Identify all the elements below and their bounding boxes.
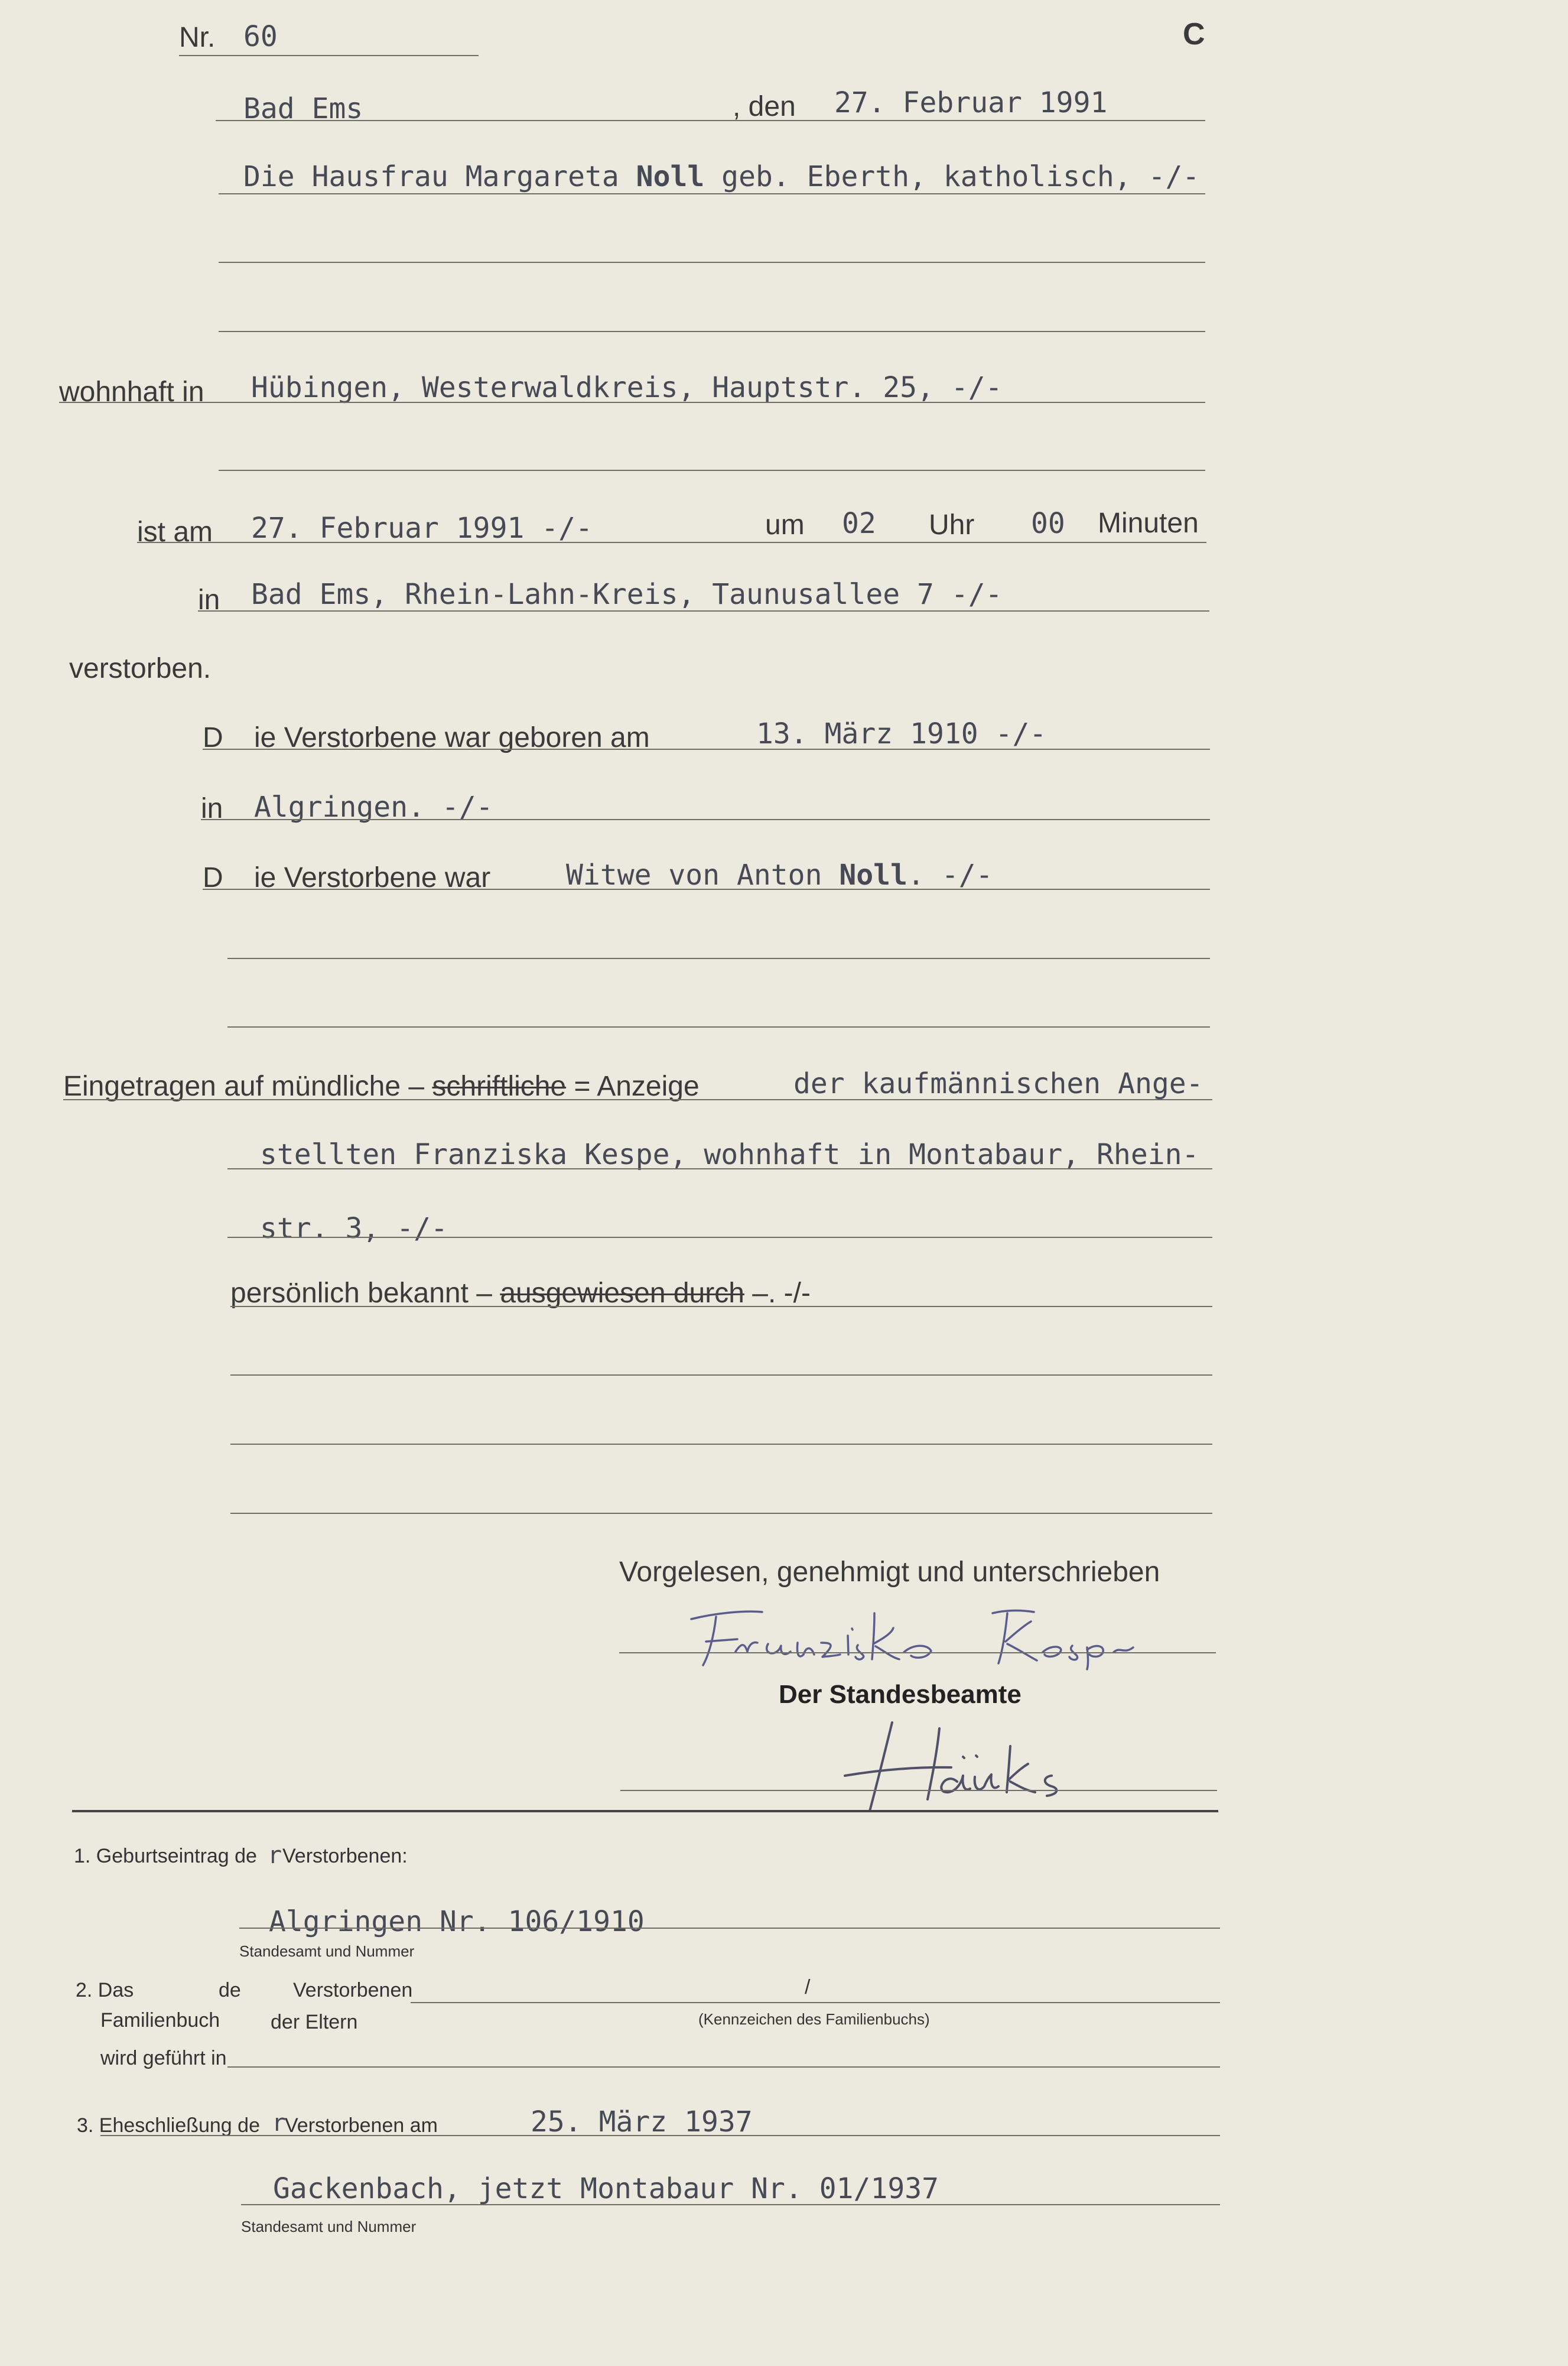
registration-label: Eingetragen auf mündliche – schriftliche = Anzeige <box>63 1071 700 1102</box>
informant-line-3: str. 3, -/- <box>260 1212 448 1245</box>
marriage-place-value: Gackenbach, jetzt Montabaur Nr. 01/1937 <box>273 2172 939 2205</box>
residence-value: Hübingen, Westerwaldkreis, Hauptstr. 25, -/- <box>251 371 1003 404</box>
residence-line <box>59 402 1205 403</box>
death-time-line <box>137 542 1206 543</box>
marriage-r: r <box>272 2110 287 2137</box>
birth-entry-value: Algringen Nr. 106/1910 <box>269 1905 645 1938</box>
read-approved-text: Vorgelesen, genehmigt und unterschrieben <box>619 1556 1160 1588</box>
um-label: um <box>765 509 805 541</box>
nr-underline <box>179 55 479 56</box>
birth-place-line <box>201 819 1210 820</box>
family-book-num: 2. Das <box>76 1979 134 2001</box>
birth-entry-r: r <box>268 1842 282 1869</box>
marriage-place-line <box>241 2204 1220 2205</box>
section-divider <box>72 1810 1218 1812</box>
family-book-wird: wird geführt in <box>100 2047 227 2069</box>
ist-am-label: ist am <box>137 516 213 548</box>
family-book-parents: der Eltern <box>271 2011 358 2033</box>
family-book-slash: / <box>805 1976 811 1998</box>
birth-place: Algringen. -/- <box>254 791 493 824</box>
birth-label: ie Verstorbene war geboren am <box>254 722 650 753</box>
birth-d-label: D <box>203 722 223 753</box>
death-minutes: 00 <box>1031 507 1065 540</box>
den-label: , den <box>733 91 796 122</box>
birth-in-label: in <box>201 793 223 824</box>
place-of-record: Bad Ems <box>243 92 363 125</box>
name-line <box>219 193 1205 194</box>
informant-line-2-rule <box>227 1168 1212 1169</box>
death-place-line <box>198 610 1209 612</box>
identity-line <box>230 1306 1212 1307</box>
registrar-signature-line <box>620 1790 1217 1791</box>
marital-label: ie Verstorbene war <box>254 862 491 893</box>
nr-value: 60 <box>243 20 278 53</box>
birth-entry-label: 1. Geburtseintrag de <box>74 1845 257 1867</box>
identity-label: persönlich bekannt – ausgewiesen durch –. -/- <box>230 1278 811 1309</box>
blank-line-7 <box>230 1444 1212 1445</box>
informant-line-2: stellten Franziska Kespe, wohnhaft in Montabaur, Rhein- <box>260 1138 1199 1171</box>
family-book-location-line <box>227 2066 1220 2068</box>
birth-date-line <box>203 749 1210 750</box>
death-in-label: in <box>198 584 220 616</box>
family-book-de: de <box>219 1979 241 2001</box>
birth-entry-line <box>239 1928 1220 1929</box>
marriage-label: 3. Eheschließung de <box>77 2114 260 2137</box>
death-hour: 02 <box>842 507 876 540</box>
marital-line <box>203 889 1210 890</box>
death-place: Bad Ems, Rhein-Lahn-Kreis, Taunusallee 7 -/- <box>251 578 1003 611</box>
birth-entry-sub: Standesamt und Nummer <box>239 1942 415 1960</box>
registrar-signature <box>815 1711 1146 1823</box>
blank-line-2 <box>219 331 1205 332</box>
blank-line-1 <box>219 262 1205 263</box>
residence-label: wohnhaft in <box>59 376 204 408</box>
marriage-sub: Standesamt und Nummer <box>241 2218 417 2235</box>
informant-signature-line <box>619 1652 1216 1653</box>
blank-line-8 <box>230 1513 1212 1514</box>
family-book-deceased: Verstorbenen <box>293 1979 413 2001</box>
marriage-date-line <box>100 2135 1220 2136</box>
series-letter: C <box>1183 17 1205 51</box>
informant-line-3-rule <box>227 1237 1212 1238</box>
blank-line-6 <box>230 1374 1212 1376</box>
informant-signature <box>679 1595 1188 1672</box>
verstorben-label: verstorben. <box>69 653 212 684</box>
marital-status: Witwe von Anton Noll. -/- <box>566 859 993 892</box>
death-date: 27. Februar 1991 -/- <box>251 512 593 545</box>
blank-line-4 <box>227 958 1210 959</box>
registrar-label: Der Standesbeamte <box>779 1680 1022 1709</box>
birth-date: 13. März 1910 -/- <box>756 717 1047 750</box>
family-book-line <box>411 2002 1220 2003</box>
blank-line-5 <box>227 1026 1210 1028</box>
blank-line-3 <box>219 470 1205 471</box>
birth-entry-suffix: Verstorbenen: <box>282 1845 408 1867</box>
family-book-label: Familienbuch <box>100 2009 220 2032</box>
family-book-kennzeichen: (Kennzeichen des Familienbuchs) <box>698 2010 930 2028</box>
registration-line <box>63 1099 1212 1100</box>
place-date-line <box>216 120 1205 121</box>
record-date: 27. Februar 1991 <box>834 86 1108 119</box>
marriage-suffix: Verstorbenen am <box>285 2114 438 2137</box>
marital-d-label: D <box>203 862 223 893</box>
nr-label: Nr. <box>179 22 216 53</box>
minuten-label: Minuten <box>1098 508 1199 539</box>
deceased-name: Die Hausfrau Margareta Noll geb. Eberth, katholisch, -/- <box>243 160 1200 193</box>
informant-line-1: der kaufmännischen Ange- <box>793 1067 1203 1100</box>
uhr-label: Uhr <box>929 509 975 541</box>
marriage-date: 25. März 1937 <box>531 2105 753 2138</box>
